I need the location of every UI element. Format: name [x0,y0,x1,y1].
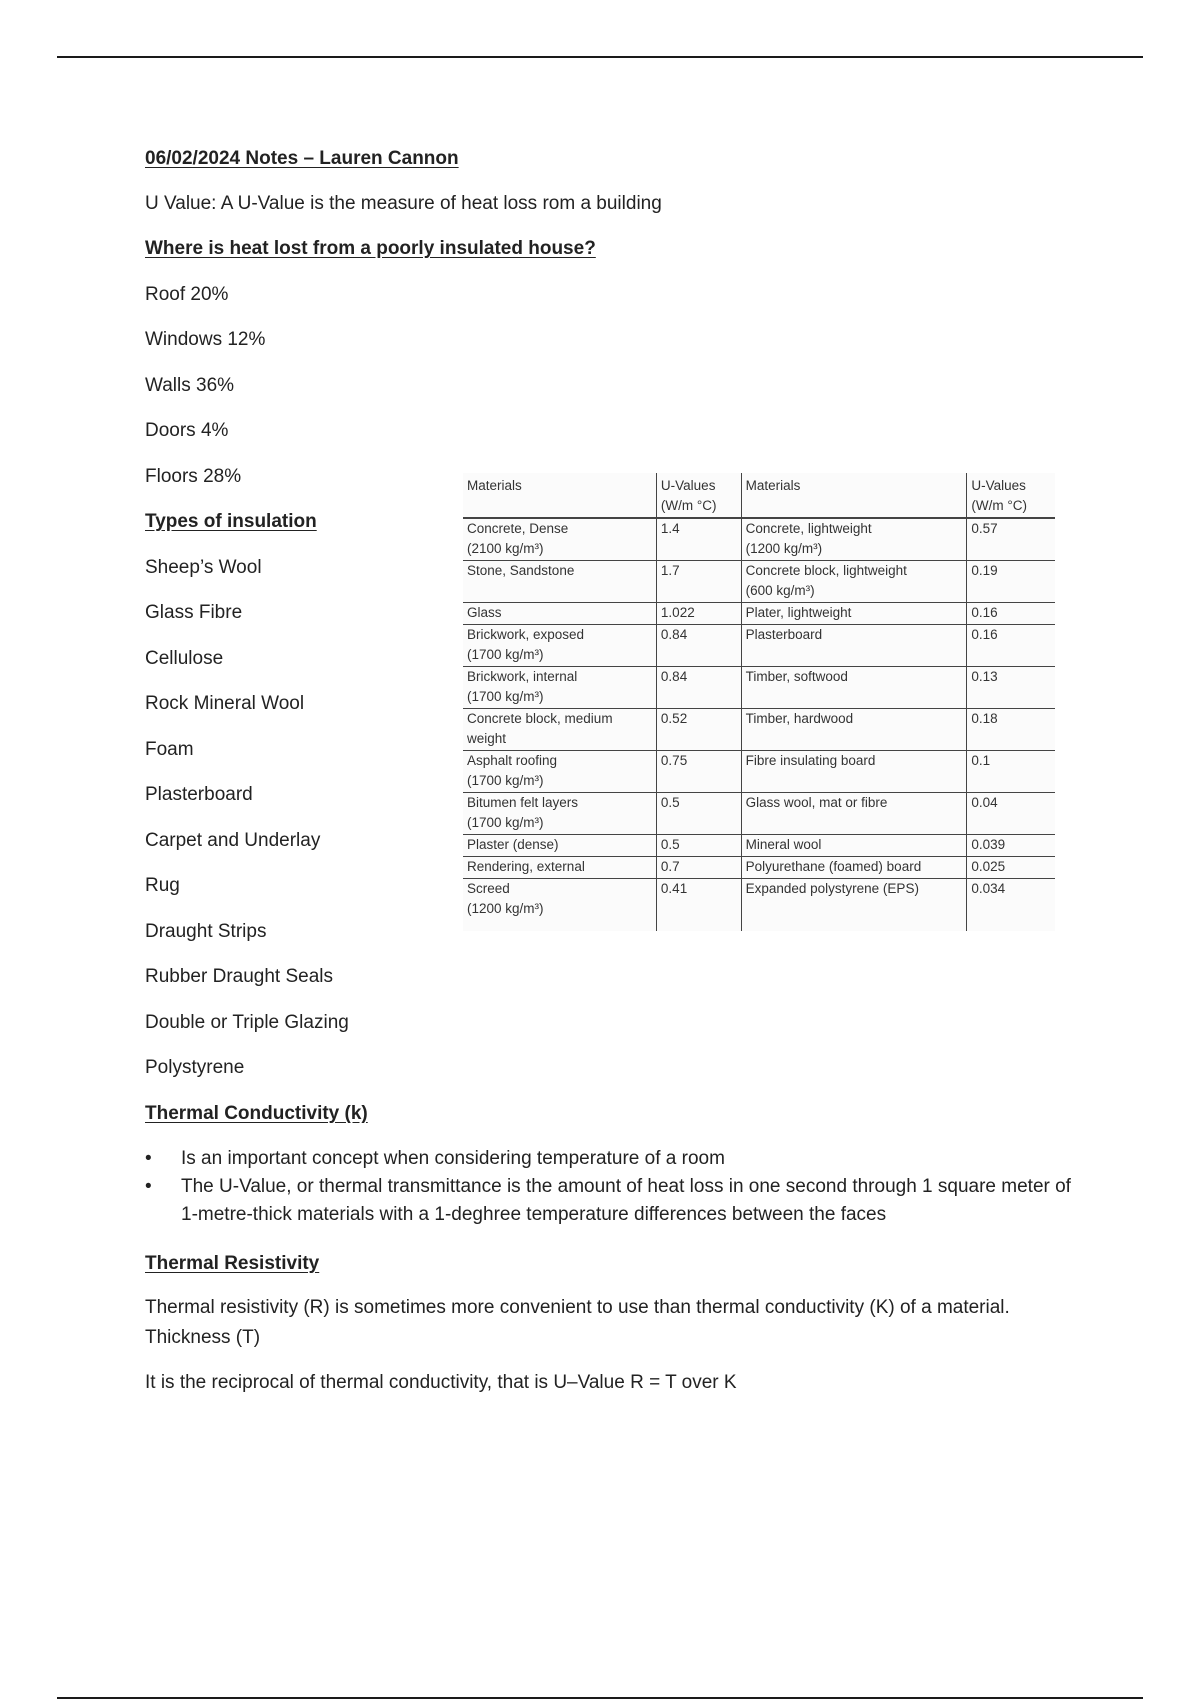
table-cell-uvalue: 0.16 [967,603,1055,625]
page-title: 06/02/2024 Notes – Lauren Cannon [145,148,459,169]
table-row [463,709,1055,751]
table-header-uvalues: U-Values (W/m °C) [967,473,1055,518]
table-cell-material: Timber, hardwood [741,709,967,751]
table-row [463,561,1055,603]
table-row [463,625,1055,667]
heat-loss-item: Windows 12% [145,329,266,350]
insulation-item: Foam [145,739,194,760]
bullet-icon: • [145,1176,152,1197]
table-cell-material: Bitumen felt layers (1700 kg/m³) [463,793,656,835]
list-item [145,1173,1085,1229]
insulation-item: Polystyrene [145,1057,245,1078]
table-cell-material: Brickwork, exposed (1700 kg/m³) [463,625,656,667]
table-cell-uvalue: 0.025 [967,857,1055,879]
table-cell-material: Fibre insulating board [741,751,967,793]
list-item [145,1145,1085,1173]
table-row [463,518,1055,561]
table-cell-material: Glass wool, mat or fibre [741,793,967,835]
table-cell-material: Screed (1200 kg/m³) [463,879,656,932]
heat-loss-heading: Where is heat lost from a poorly insulated house? [145,238,596,259]
table-cell-uvalue: 0.034 [971,881,1006,896]
intro-text: U Value: A U-Value is the measure of heat loss rom a building [145,193,662,214]
table-cell-uvalue: 0.04 [967,793,1055,835]
table-row [463,793,1055,835]
table-cell-uvalue: 0.7 [656,857,741,879]
thermal-resistivity-paragraph: Thermal resistivity (R) is sometimes more convenient to use than thermal conductivity (K) of a material. Thickness (T) [145,1297,1010,1348]
table-cell-material: Concrete block, medium weight [463,709,656,751]
insulation-item: Cellulose [145,648,224,669]
heat-loss-item: Walls 36% [145,375,235,396]
insulation-heading: Types of insulation [145,511,317,532]
insulation-item: Sheep’s Wool [145,557,262,578]
table-cell-uvalue: 0.18 [967,709,1055,751]
table-cell-uvalue: 0.84 [656,667,741,709]
table-header-row [463,473,1055,518]
table-cell-material: Rendering, external [463,857,656,879]
table-cell-uvalue: 1.7 [656,561,741,603]
table-cell-material: Concrete, lightweight (1200 kg/m³) [741,518,967,561]
table-header-materials: Materials [741,473,967,518]
table-cell-material: Brickwork, internal (1700 kg/m³) [463,667,656,709]
table-cell-material: Concrete, Dense (2100 kg/m³) [463,518,656,561]
table-cell-uvalue: 0.75 [656,751,741,793]
table-cell-material: Plasterboard [741,625,967,667]
table-row [463,879,1055,932]
table-cell-material: Timber, softwood [741,667,967,709]
bottom-rule [57,1697,1143,1699]
table-row [463,751,1055,793]
table-cell-uvalue: 0.41 [656,879,741,932]
insulation-item: Rug [145,875,180,896]
table-cell-uvalue: 1.4 [656,518,741,561]
table-cell-uvalue: 0.57 [967,518,1055,561]
thermal-resistivity-formula: It is the reciprocal of thermal conductivity, that is U–Value R = T over K [145,1372,737,1393]
table-cell-uvalue: 0.84 [656,625,741,667]
insulation-item: Carpet and Underlay [145,830,321,851]
heat-loss-item: Roof 20% [145,284,229,305]
table-header-materials: Materials [463,473,656,518]
table-cell-material: Plater, lightweight [741,603,967,625]
table-cell-material: Asphalt roofing (1700 kg/m³) [463,751,656,793]
table-cell-material: Mineral wool [741,835,967,857]
table-header-uvalues: U-Values (W/m °C) [656,473,741,518]
u-values-table [463,473,1055,931]
table-row [463,835,1055,857]
table-cell-uvalue: 1.022 [656,603,741,625]
table-cell-material: Polyurethane (foamed) board [741,857,967,879]
table-row [463,857,1055,879]
thermal-resistivity-heading: Thermal Resistivity [145,1253,320,1274]
bullet-icon: • [145,1148,152,1169]
insulation-item: Rubber Draught Seals [145,966,333,987]
insulation-item: Draught Strips [145,921,267,942]
insulation-item: Rock Mineral Wool [145,693,305,714]
table-cell-uvalue: 0.5 [656,835,741,857]
table-cell-uvalue: 0.16 [967,625,1055,667]
table-cell-uvalue: 0.039 [967,835,1055,857]
insulation-item: Glass Fibre [145,602,243,623]
heat-loss-item: Floors 28% [145,466,242,487]
thermal-conductivity-heading: Thermal Conductivity (k) [145,1103,368,1124]
table-cell-uvalue: 0.5 [656,793,741,835]
heat-loss-item: Doors 4% [145,420,229,441]
insulation-item: Double or Triple Glazing [145,1012,349,1033]
list-item-text: The U-Value, or thermal transmittance is the amount of heat loss in one second through 1 square meter of 1-metre-thick materials with a 1-deghree temperature differences between the faces [181,1176,1071,1225]
table-cell-uvalue: 0.13 [967,667,1055,709]
table-cell-material: Stone, Sandstone [463,561,656,603]
table-cell-material: Concrete block, lightweight (600 kg/m³) [741,561,967,603]
insulation-item: Plasterboard [145,784,253,805]
table-row [463,603,1055,625]
thermal-conductivity-list [145,1145,1085,1229]
table-cell-uvalue: 0.52 [656,709,741,751]
list-item-text: Is an important concept when considering temperature of a room [181,1148,725,1169]
table-cell-material: Glass [463,603,656,625]
table-cell-material: Plaster (dense) [463,835,656,857]
table-cell-material: Expanded polystyrene (EPS) [741,879,967,932]
table-cell-uvalue: 0.19 [967,561,1055,603]
table-cell-uvalue: 0.1 [967,751,1055,793]
top-rule [57,56,1143,58]
table-row [463,667,1055,709]
